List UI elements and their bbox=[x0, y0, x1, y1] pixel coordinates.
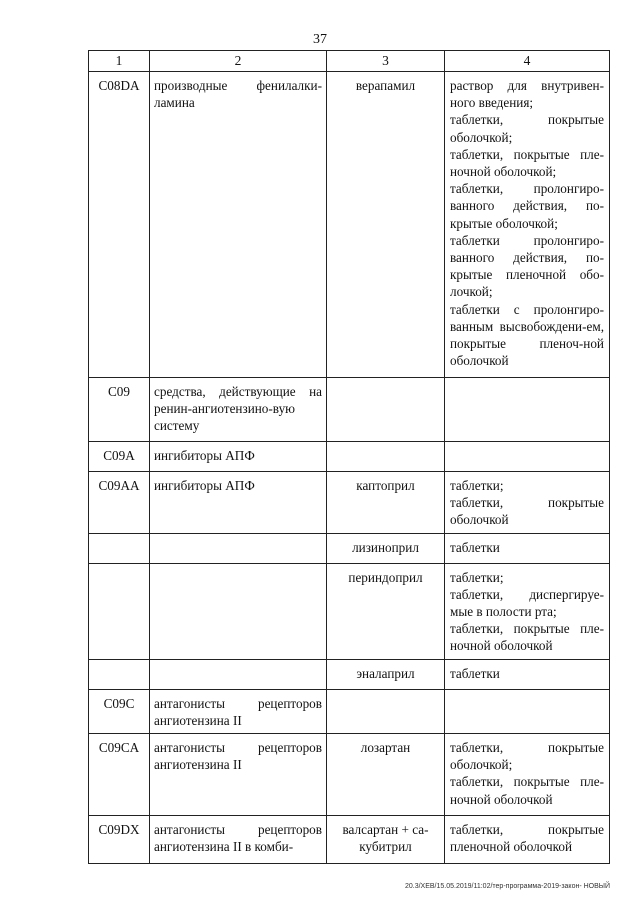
column-header: 2 bbox=[150, 51, 327, 72]
dosage-form: таблетки, покрытые оболочкой; bbox=[450, 740, 604, 773]
atc-code-cell bbox=[89, 533, 150, 563]
table-row bbox=[89, 816, 610, 864]
dosage-forms-cell bbox=[445, 659, 610, 689]
column-header: 1 bbox=[89, 51, 150, 72]
dosage-form: таблетки, покрытые пле-ночной оболочкой bbox=[450, 774, 604, 807]
table-row bbox=[89, 378, 610, 442]
dosage-forms-cell bbox=[445, 816, 610, 864]
drug-name-cell: периндоприл bbox=[327, 563, 445, 659]
drug-name-cell: лизиноприл bbox=[327, 533, 445, 563]
document-footer: 20.3/ХЕВ/15.05.2019/11:02/тер-программа-2019-закон- НОВЫЙ bbox=[404, 883, 610, 890]
drug-name-cell: эналаприл bbox=[327, 659, 445, 689]
table-row bbox=[89, 659, 610, 689]
dosage-form: таблетки, пролонгиро-ванного действия, по-крытые оболочкой; bbox=[450, 181, 604, 231]
group-name-cell: антагонисты рецепторов ангиотензина II bbox=[150, 734, 327, 816]
column-header: 3 bbox=[327, 51, 445, 72]
table-row bbox=[89, 689, 610, 733]
dosage-form: таблетки, покрытые пле-ночной оболочкой; bbox=[450, 146, 604, 180]
table-row bbox=[89, 442, 610, 472]
dosage-form: таблетки; bbox=[450, 569, 504, 585]
table-row bbox=[89, 734, 610, 816]
dosage-form: таблетки с пролонгиро-ванным высвобождени-ем, покрытые пленоч-ной оболочкой bbox=[450, 301, 604, 369]
atc-code-cell: C09AA bbox=[89, 472, 150, 534]
drug-name-cell bbox=[327, 689, 445, 733]
table-row bbox=[89, 72, 610, 378]
dosage-forms-cell bbox=[445, 442, 610, 472]
table-row bbox=[89, 533, 610, 563]
page-number: 37 bbox=[313, 32, 327, 47]
atc-code-cell: C08DA bbox=[89, 72, 150, 378]
group-name-cell: ингибиторы АПФ bbox=[150, 442, 327, 472]
atc-code-cell: C09A bbox=[89, 442, 150, 472]
group-name-cell bbox=[150, 659, 327, 689]
dosage-form: раствор для внутривен-ного введения; bbox=[450, 78, 604, 111]
group-name-cell: антагонисты рецепторов ангиотензина II в комби- bbox=[150, 816, 327, 864]
dosage-forms-cell bbox=[445, 563, 610, 659]
column-header: 4 bbox=[445, 51, 610, 72]
group-name-cell bbox=[150, 533, 327, 563]
dosage-form: таблетки bbox=[450, 539, 500, 555]
dosage-forms-cell bbox=[445, 378, 610, 442]
atc-code-cell bbox=[89, 659, 150, 689]
atc-code-cell: C09CA bbox=[89, 734, 150, 816]
dosage-form: таблетки, покрытые оболочкой bbox=[450, 495, 604, 528]
dosage-form: таблетки пролонгиро-ванного действия, по-крытые пленочной обо-лочкой; bbox=[450, 232, 604, 300]
table-row bbox=[89, 563, 610, 659]
group-name-cell: производные фенилалки-ламина bbox=[150, 72, 327, 378]
dosage-form: таблетки, покрытые пленочной оболочкой bbox=[450, 822, 604, 855]
atc-code-cell: C09 bbox=[89, 378, 150, 442]
table-row bbox=[89, 472, 610, 534]
group-name-cell: ингибиторы АПФ bbox=[150, 472, 327, 534]
dosage-form: таблетки bbox=[450, 665, 500, 681]
table-header-row bbox=[89, 51, 610, 72]
dosage-forms-cell bbox=[445, 734, 610, 816]
drug-name-cell: лозартан bbox=[327, 734, 445, 816]
dosage-form: таблетки; bbox=[450, 478, 504, 493]
dosage-form: таблетки, покрытые пле-ночной оболочкой bbox=[450, 621, 604, 654]
atc-code-cell bbox=[89, 563, 150, 659]
atc-code-cell: C09C bbox=[89, 689, 150, 733]
group-name-cell bbox=[150, 563, 327, 659]
group-name-cell: антагонисты рецепторов ангиотензина II bbox=[150, 689, 327, 733]
group-name-cell: средства, действующие на ренин-ангиотензино-вую систему bbox=[150, 378, 327, 442]
drug-name-cell: верапамил bbox=[327, 72, 445, 378]
dosage-forms-cell bbox=[445, 533, 610, 563]
drug-name-cell: валсартан + са-кубитрил bbox=[327, 816, 445, 864]
dosage-form: таблетки, покрытые оболочкой; bbox=[450, 112, 604, 145]
dosage-forms-cell bbox=[445, 689, 610, 733]
dosage-form: таблетки, диспергируе-мые в полости рта; bbox=[450, 586, 604, 620]
dosage-forms-cell bbox=[445, 472, 610, 534]
atc-code-cell: C09DX bbox=[89, 816, 150, 864]
drug-table bbox=[88, 50, 610, 864]
drug-name-cell bbox=[327, 378, 445, 442]
drug-name-cell: каптоприл bbox=[327, 472, 445, 534]
drug-name-cell bbox=[327, 442, 445, 472]
dosage-forms-cell bbox=[445, 72, 610, 378]
